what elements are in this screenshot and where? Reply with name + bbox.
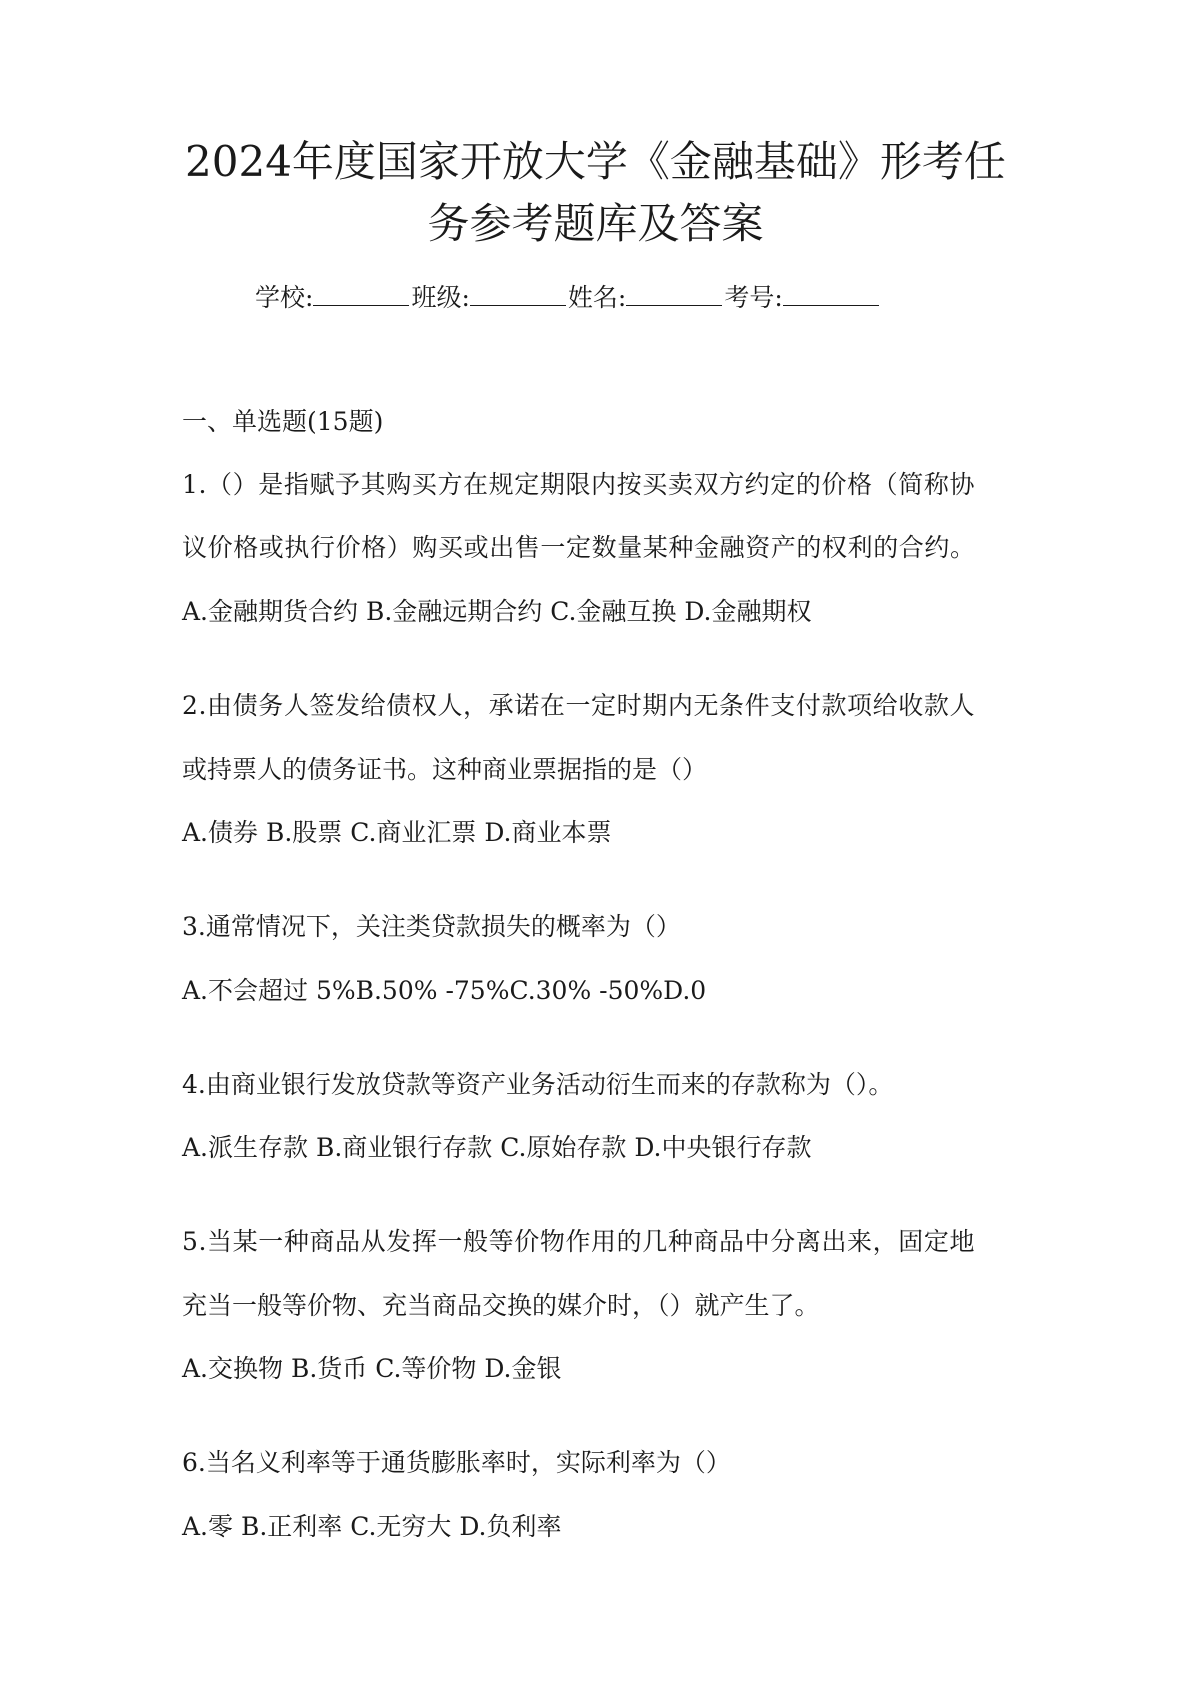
question-2-text-line-2: 或持票人的债务证书。这种商业票据指的是（） bbox=[182, 755, 708, 784]
student-info-row bbox=[255, 280, 881, 316]
name-label: 姓名: bbox=[567, 283, 627, 312]
exam-number-blank bbox=[783, 281, 879, 306]
name-blank bbox=[626, 281, 722, 306]
class-label: 班级: bbox=[411, 283, 470, 312]
question-1-text-line-2: 议价格或执行价格）购买或出售一定数量某种金融资产的权利的合约。 bbox=[182, 533, 976, 562]
section-heading: 一、单选题(15题) bbox=[182, 407, 384, 436]
exam-number-label: 考号: bbox=[724, 283, 783, 312]
question-1-options: A.金融期货合约 B.金融远期合约 C.金融互换 D.金融期权 bbox=[182, 597, 812, 626]
question-6-options: A.零 B.正利率 C.无穷大 D.负利率 bbox=[182, 1512, 562, 1541]
school-blank bbox=[313, 281, 409, 306]
question-4-text-line-1: 4.由商业银行发放贷款等资产业务活动衍生而来的存款称为（）。 bbox=[182, 1070, 894, 1099]
question-5-text-line-2: 充当一般等价物、充当商品交换的媒介时，（）就产生了。 bbox=[182, 1291, 820, 1320]
question-3-text-line-1: 3.通常情况下，关注类贷款损失的概率为（） bbox=[182, 912, 681, 941]
question-1-text-line-1: 1.（）是指赋予其购买方在规定期限内按买卖双方约定的价格（简称协 bbox=[182, 470, 976, 499]
question-2-text-line-1: 2.由债务人签发给债权人，承诺在一定时期内无条件支付款项给收款人 bbox=[182, 691, 976, 720]
school-label: 学校: bbox=[255, 283, 314, 312]
question-5-options: A.交换物 B.货币 C.等价物 D.金银 bbox=[182, 1354, 562, 1383]
document-title-line-1: 2024年度国家开放大学《金融基础》形考任 bbox=[185, 137, 1006, 186]
question-5-text-line-1: 5.当某一种商品从发挥一般等价物作用的几种商品中分离出来，固定地 bbox=[182, 1227, 976, 1256]
question-2-options: A.债券 B.股票 C.商业汇票 D.商业本票 bbox=[182, 818, 612, 847]
class-blank bbox=[470, 281, 566, 306]
question-3-options: A.不会超过 5%B.50% -75%C.30% -50%D.0 bbox=[182, 976, 707, 1005]
document-title-line-2: 务参考题库及答案 bbox=[427, 199, 764, 248]
question-6-text-line-1: 6.当名义利率等于通货膨胀率时，实际利率为（） bbox=[182, 1448, 731, 1477]
question-4-options: A.派生存款 B.商业银行存款 C.原始存款 D.中央银行存款 bbox=[182, 1133, 812, 1162]
